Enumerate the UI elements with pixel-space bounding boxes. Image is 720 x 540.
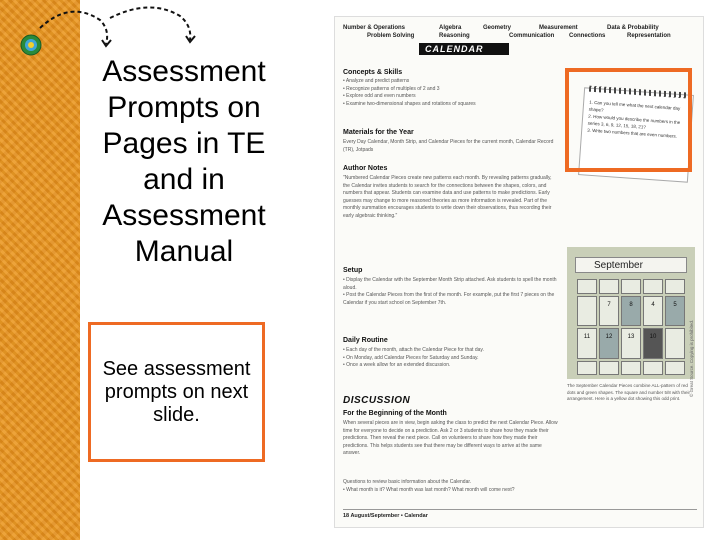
calendar-cell xyxy=(577,296,597,327)
list-item: • Each day of the month, attach the Calendar Piece for that day. xyxy=(343,347,484,353)
note-text: See assessment prompts on next slide. xyxy=(102,357,251,426)
list-item: • Examine two-dimensional shapes and rotations of squares xyxy=(343,100,476,107)
calendar-cell: 11 xyxy=(577,328,597,359)
beginning-heading: For the Beginning of the Month xyxy=(343,410,447,417)
calendar-cell xyxy=(643,279,663,294)
author-notes-text: "Numbered Calendar Pieces create new patterns each month. By revealing patterns gradually, the Calendar invites students to search for the connections between the shapes, colors, and numbers that appear. Students can examine data and use patterns to make predictions. Early guesses may change to more reasoned theories as more information is revealed. Part of the monthly summation encourages students to write down their observations, thus recording their early algebraic thinking." xyxy=(343,175,552,219)
list-item: 1. Can you tell me what the next calendar day shape? xyxy=(588,99,681,113)
calendar-cell xyxy=(665,361,685,376)
strand-label: Number & Operations xyxy=(343,25,406,31)
calendar-cell xyxy=(599,279,619,294)
concepts-list xyxy=(343,78,563,108)
calendar-cell: 10 xyxy=(643,328,663,359)
strand-label: Communication xyxy=(509,33,555,39)
calendar-cell xyxy=(577,279,597,294)
discussion-heading: DISCUSSION xyxy=(343,395,411,406)
calendar-caption: The September Calendar Pieces combine ALL-pattern of red dots and green shapes. The square and number 5/8 with their arrangement. Here is a yellow dot showing this odd print. xyxy=(567,383,690,401)
calendar-cell: 5 xyxy=(665,296,685,327)
strand-label: Reasoning xyxy=(439,33,470,39)
calendar-grid xyxy=(577,279,685,375)
strand-label: Algebra xyxy=(439,25,462,31)
calendar-cell: 8 xyxy=(621,296,641,327)
page-footer: 18 August/September • Calendar xyxy=(343,513,428,519)
copyright-note: © Great Source. Copying is prohibited. xyxy=(689,319,694,397)
calendar-cell: 4 xyxy=(643,296,663,327)
highlight-box xyxy=(565,68,692,172)
strand-label: Measurement xyxy=(539,25,578,31)
strand-label: Connections xyxy=(569,33,606,39)
list-item: • Once a week allow for an extended discussion. xyxy=(343,362,451,368)
calendar-header: CALENDAR xyxy=(419,43,509,55)
question-bullet: • What month is it? What month was last month? What month will come next? xyxy=(343,487,515,493)
calendar-cell: 7 xyxy=(599,296,619,327)
target-icon xyxy=(21,35,41,55)
calendar-month-label: September xyxy=(575,257,687,273)
calendar-cell xyxy=(599,361,619,376)
list-item: 3. Write two numbers that are even numbers. xyxy=(587,127,678,139)
strand-label: Data & Probability xyxy=(607,25,659,31)
strand-label: Problem Solving xyxy=(367,33,415,39)
materials-heading: Materials for the Year xyxy=(343,129,414,136)
calendar-cell xyxy=(577,361,597,376)
setup-heading: Setup xyxy=(343,267,363,274)
author-notes-heading: Author Notes xyxy=(343,165,388,172)
materials-text: Every Day Calendar, Month Strip, and Calendar Pieces for the current month, Calendar Record (TR), Jotpads xyxy=(343,139,554,153)
slide-title: Assessment Prompts on Pages in TE and in Assessment Manual xyxy=(102,55,266,268)
strand-label: Geometry xyxy=(483,25,512,31)
dashed-arrow-icon xyxy=(40,12,107,44)
note-box xyxy=(88,322,265,462)
footer-rule xyxy=(343,509,697,510)
orange-side-band xyxy=(0,0,80,540)
calendar-cell: 13 xyxy=(621,328,641,359)
decorative-arrows xyxy=(0,0,240,60)
calendar-cell xyxy=(665,328,685,359)
calendar-photo xyxy=(567,247,695,379)
calendar-cell xyxy=(643,361,663,376)
list-item: • Post the Calendar Pieces from the first of the month. For example, put the first 7 pieces on the Calendar if you start school on September 7th. xyxy=(343,292,555,306)
calendar-cell: 12 xyxy=(599,328,619,359)
list-item: • Analyze and predict patterns xyxy=(343,78,410,84)
list-item: • Display the Calendar with the September Month Strip attached. Ask students to spell the month aloud. xyxy=(343,277,557,291)
daily-routine-heading: Daily Routine xyxy=(343,337,388,344)
questions-text: Questions to review basic information about the Calendar. xyxy=(343,479,472,485)
calendar-cell xyxy=(621,279,641,294)
beginning-text: When several pieces are in view, begin asking the class to predict the next Calendar Piece. Allow time for everyone to decide on a prediction. Ask 2 or 3 students to share how they made their predictions. Then reveal the next piece. Call on volunteers to share how they made their predictions. This helps students see that there may be different ways to arrive at the same answer. xyxy=(343,420,558,456)
strand-label: Representation xyxy=(627,33,671,39)
setup-list xyxy=(343,277,559,307)
daily-routine-list xyxy=(343,347,559,370)
calendar-cell xyxy=(665,279,685,294)
strand-bar xyxy=(343,25,697,55)
list-item: • On Monday, add Calendar Pieces for Saturday and Sunday. xyxy=(343,354,479,361)
calendar-cell xyxy=(621,361,641,376)
list-item: 2. How would you describe the numbers in the series 3, 6, 9, 12, 15, 18, 21? xyxy=(587,113,681,130)
dashed-arrow-icon xyxy=(110,7,190,40)
concepts-heading: Concepts & Skills xyxy=(343,69,403,76)
list-item: • Recognize patterns of multiples of 2 and 3 xyxy=(343,85,440,92)
list-item: • Explore odd and even numbers xyxy=(343,93,416,99)
